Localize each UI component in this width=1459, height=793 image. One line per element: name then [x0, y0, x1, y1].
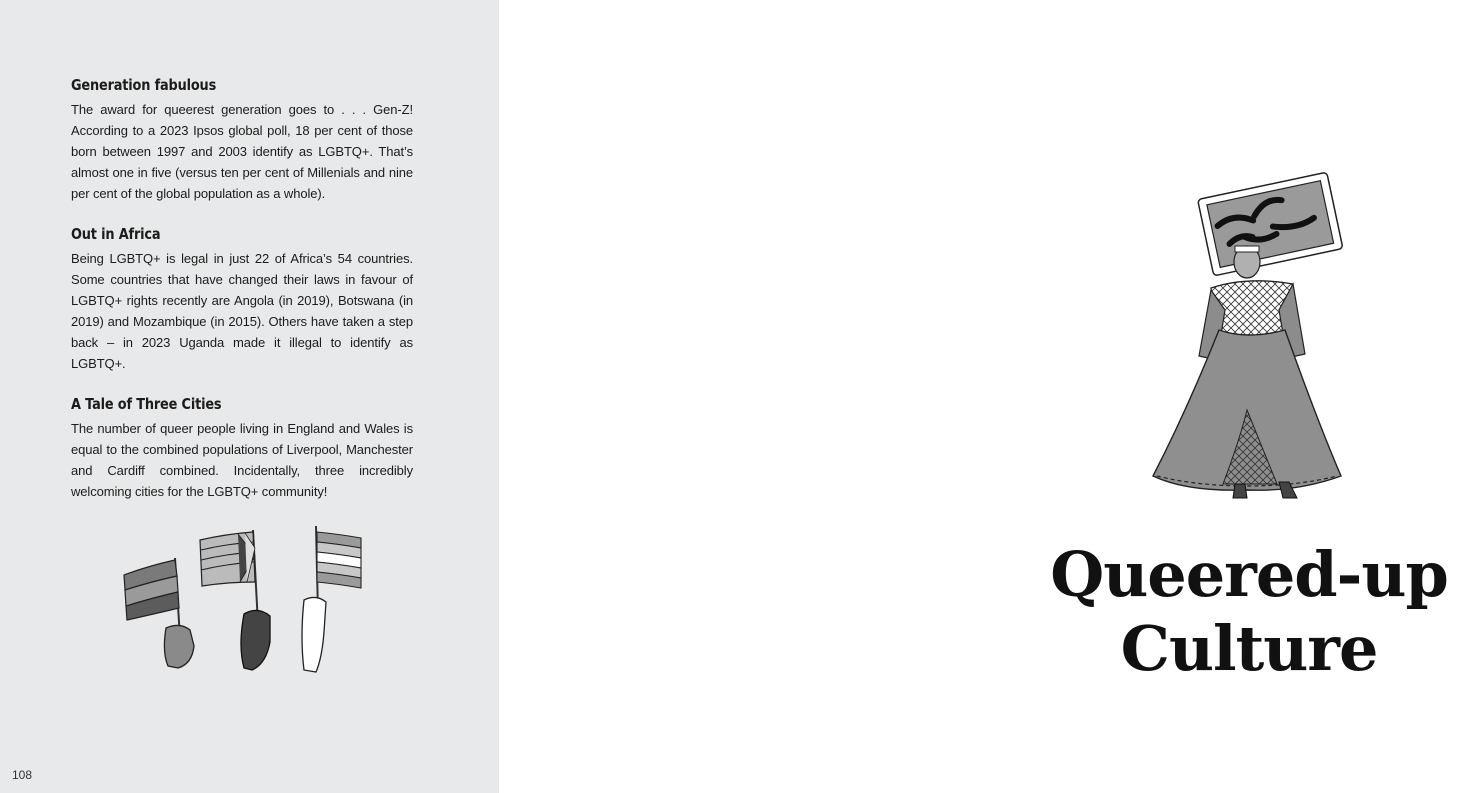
page-number: 108: [12, 768, 33, 782]
drag-queen-icon: [1147, 180, 1347, 502]
section-title-generation: Generation fabulous: [71, 76, 217, 94]
section-body-africa: Being LGBTQ+ is legal in just 22 of Africa’s 54 countries. Some countries that have changed their laws in favour of LGBTQ+ rights recently are Angola (in 2019), Botswana (in 2019) and Mozambique (in 2015). Others have taken a step back – in 2023 Uganda made it illegal to identify as LGBTQ+.: [71, 251, 413, 371]
text-column: [71, 76, 413, 523]
right-page: [499, 0, 1448, 793]
chapter-title-line-1: Queered-up: [1050, 538, 1448, 611]
chapter-title-line-2: Culture: [1120, 612, 1378, 685]
trans-flag-icon: [302, 526, 361, 672]
section-body-cities: The number of queer people living in England and Wales is equal to the combined populations of Liverpool, Manchester and Cardiff combined. Incidentally, three incredibly welcoming cities for the LGBTQ+ community!: [71, 421, 413, 499]
section-title-cities: A Tale of Three Cities: [71, 395, 222, 413]
progress-pride-flag-icon: [200, 530, 270, 670]
rainbow-flag-icon: [124, 558, 194, 668]
left-page: [0, 0, 499, 793]
chapter-title: [1039, 538, 1459, 686]
pride-flags-icon: [118, 518, 368, 678]
section-body-generation: The award for queerest generation goes to . . . Gen-Z! According to a 2023 Ipsos global poll, 18 per cent of those born between 1997 and 2003 identify as LGBTQ+. That’s almost one in five (versus ten per cent of Millenials and nine per cent of the global population as a whole).: [71, 102, 413, 201]
section-title-africa: Out in Africa: [71, 225, 161, 243]
